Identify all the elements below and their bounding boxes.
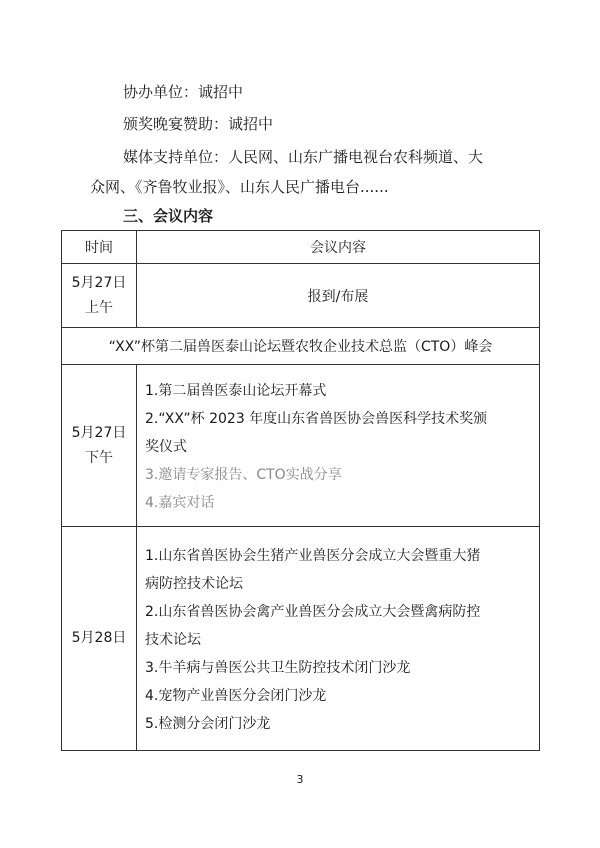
- agenda-table: [61, 230, 540, 751]
- content-cell: 报到/布展: [137, 264, 540, 328]
- table-row: [62, 264, 540, 328]
- period-line: 下午: [85, 449, 113, 466]
- forum-banner: “XX”杯第二届兽医泰山论坛暨农牧企业技术总监（CTO）峰会: [62, 328, 540, 365]
- list-item: 1.山东省兽医协会生猪产业兽医分会成立大会暨重大猪: [145, 547, 481, 564]
- media-support-line-1: 媒体支持单位：人民网、山东广播电视台农科频道、大: [123, 148, 484, 166]
- list-item: 2.“XX”杯 2023 年度山东省兽医协会兽医科学技术奖颁: [145, 410, 488, 427]
- banner-row: [62, 328, 540, 365]
- header-time: 时间: [62, 231, 137, 264]
- date-cell: [62, 264, 137, 328]
- table-row: [62, 365, 540, 527]
- list-item: 奖仪式: [145, 438, 187, 455]
- list-item: 技术论坛: [145, 631, 201, 648]
- list-item: 3.牛羊病与兽医公共卫生防控技术闭门沙龙: [145, 659, 411, 676]
- content-cell: [137, 365, 540, 527]
- list-item: 病防控技术论坛: [145, 575, 243, 592]
- date-line: 5月27日: [71, 274, 127, 291]
- table-row: [62, 527, 540, 751]
- list-item: 3.邀请专家报告、CTO实战分享: [145, 466, 342, 483]
- table-header-row: [62, 231, 540, 264]
- list-item: 4.嘉宾对话: [145, 494, 215, 511]
- list-item: 5.检测分会闭门沙龙: [145, 715, 271, 732]
- list-item: 1.第二届兽医泰山论坛开幕式: [145, 382, 327, 399]
- header-content: 会议内容: [137, 231, 540, 264]
- list-item: 4.宠物产业兽医分会闭门沙龙: [145, 687, 327, 704]
- period-line: 上午: [85, 299, 113, 316]
- date-cell: [62, 365, 137, 527]
- page-number: 3: [296, 773, 304, 786]
- date-cell: 5月28日: [62, 527, 137, 751]
- co-organizer-line: 协办单位：诚招中: [123, 83, 244, 101]
- section-title: 三、会议内容: [123, 207, 214, 225]
- content-cell: [137, 527, 540, 751]
- list-item: 2.山东省兽医协会禽产业兽医分会成立大会暨禽病防控: [145, 603, 481, 620]
- banquet-sponsor-line: 颁奖晚宴赞助：诚招中: [123, 115, 274, 133]
- date-line: 5月27日: [71, 424, 127, 441]
- media-support-line-2: 众网、《齐鲁牧业报》、山东人民广播电台......: [90, 178, 389, 196]
